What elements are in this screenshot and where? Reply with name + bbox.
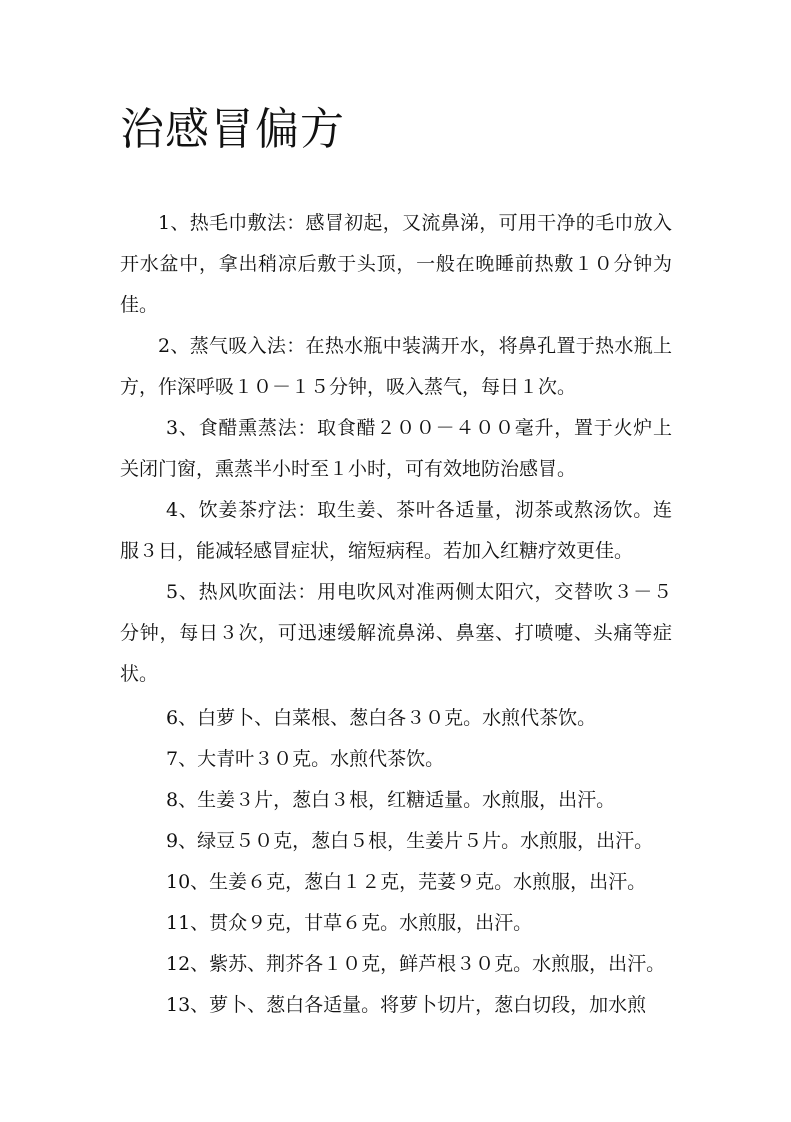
remedy-item-8: 8、生姜３片，葱白３根，红糖适量。水煎服，出汗。: [166, 789, 616, 811]
remedy-item-2: 2、蒸气吸入法：在热水瓶中装满开水，将鼻孔置于热水瓶上方，作深呼吸１０－１５分钟，吸入蒸气，每日１次。: [120, 335, 672, 398]
remedy-item-5: 5、热风吹面法：用电吹风对准两侧太阳穴，交替吹３－５分钟，每日３次，可迅速缓解流鼻涕、鼻塞、打喷嚏、头痛等症状。: [120, 581, 672, 685]
remedy-item-1: 1、热毛巾敷法：感冒初起，又流鼻涕，可用干净的毛巾放入开水盆中，拿出稍凉后敷于头顶，一般在晚睡前热敷１０分钟为佳。: [120, 212, 672, 316]
remedy-item-10: 10、生姜６克，葱白１２克，芫荽９克。水煎服，出汗。: [166, 871, 647, 893]
remedy-item-11: 11、贯众９克，甘草６克。水煎服，出汗。: [166, 912, 533, 934]
remedy-item-12: 12、紫苏、荆芥各１０克，鲜芦根３０克。水煎服，出汗。: [166, 953, 666, 975]
document-title: 治感冒偏方: [120, 104, 345, 155]
remedy-item-3: 3、食醋熏蒸法：取食醋２００－４００毫升，置于火炉上关闭门窗，熏蒸半小时至１小时，可有效地防治感冒。: [120, 417, 672, 480]
remedy-item-9: 9、绿豆５０克，葱白５根，生姜片５片。水煎服，出汗。: [166, 830, 654, 852]
remedy-item-6: 6、白萝卜、白菜根、葱白各３０克。水煎代茶饮。: [166, 707, 597, 729]
remedy-item-7: 7、大青叶３０克。水煎代茶饮。: [166, 748, 445, 770]
remedy-item-4: 4、饮姜茶疗法：取生姜、茶叶各适量，沏茶或熬汤饮。连服３日，能减轻感冒症状，缩短病程。若加入红糖疗效更佳。: [120, 499, 672, 562]
remedy-item-13: 13、萝卜、葱白各适量。将萝卜切片，葱白切段，加水煎: [166, 994, 647, 1016]
